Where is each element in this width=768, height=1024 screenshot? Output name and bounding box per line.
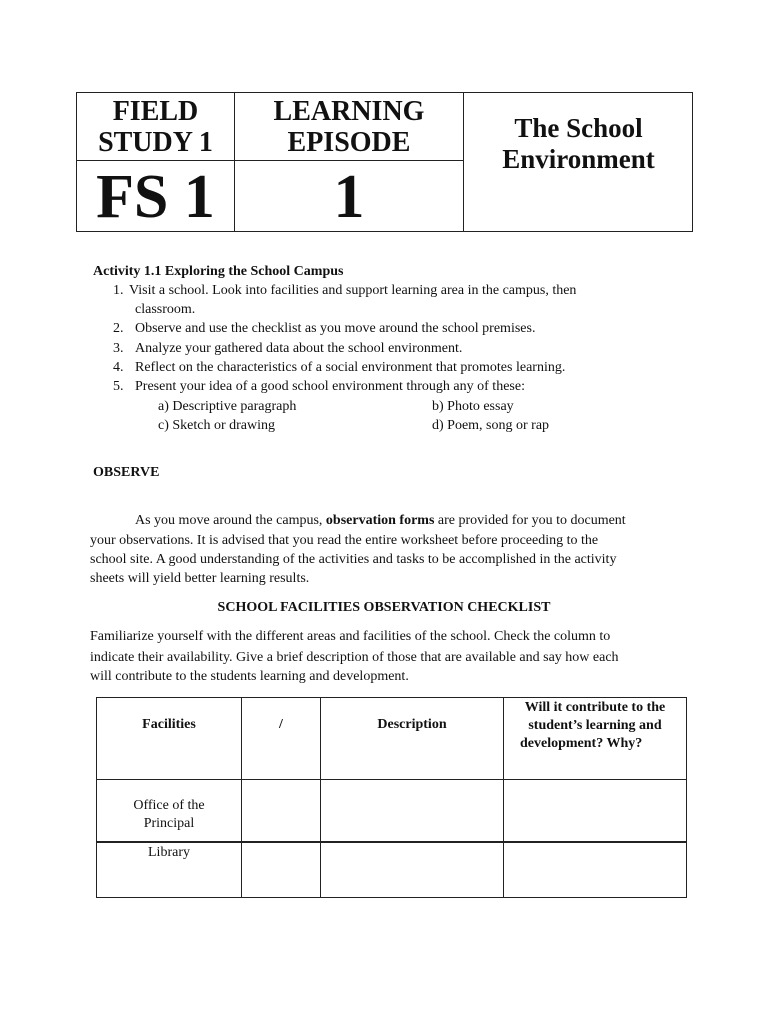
observe-paragraph-line: sheets will yield better learning results. (90, 571, 310, 586)
learning-episode-line2: EPISODE (287, 127, 411, 158)
title-line2: Environment (502, 144, 655, 174)
checklist-instructions-line: will contribute to the students learning and development. (90, 669, 409, 684)
observe-paragraph-line (135, 512, 626, 530)
observe-text: As you move around the campus, (135, 513, 326, 528)
episode-number: 1 (333, 163, 365, 231)
step-text: Analyze your gathered data about the school environment. (135, 341, 463, 356)
learning-episode-line1: LEARNING (273, 96, 425, 127)
step-text: Present your idea of a good school environment through any of these: (135, 379, 525, 394)
step-number: 1. (113, 283, 124, 298)
observe-emphasis: observation forms (325, 513, 435, 528)
header-box (76, 92, 693, 232)
field-study-label (77, 96, 234, 158)
observe-heading: OBSERVE (93, 465, 160, 480)
table-row-divider (97, 841, 686, 843)
contribution-header-line: Will it contribute to the (524, 700, 666, 715)
observe-paragraph-line: school site. A good understanding of the activities and tasks to be accomplished in the activity (90, 552, 617, 567)
checklist-title: SCHOOL FACILITIES OBSERVATION CHECKLIST (217, 600, 551, 615)
fs-code: FS 1 (96, 163, 215, 231)
column-header-description: Description (377, 717, 447, 732)
learning-episode-label (235, 96, 463, 158)
option-c: c) Sketch or drawing (158, 418, 276, 433)
step-text-continuation: classroom. (135, 302, 196, 317)
contribution-header-line: development? Why? (520, 736, 643, 751)
facility-name-line: Office of the (133, 798, 205, 813)
column-header-check: / (279, 717, 283, 732)
step-number: 5. (113, 379, 124, 394)
option-b: b) Photo essay (432, 399, 514, 414)
checklist-instructions-line: indicate their availability. Give a brief description of those that are available and say how each (90, 650, 619, 665)
title-line1: The School (514, 113, 643, 143)
observe-paragraph-line: your observations. It is advised that you read the entire worksheet before proceeding to the (90, 533, 599, 548)
step-number: 4. (113, 360, 124, 375)
contribution-header-line: student’s learning and (528, 718, 662, 733)
table-row-divider (97, 779, 686, 780)
step-text: Observe and use the checklist as you move around the school premises. (135, 321, 536, 336)
page-title (464, 113, 693, 175)
field-study-line2: STUDY 1 (98, 127, 213, 158)
step-text: Visit a school. Look into facilities and support learning area in the campus, then (129, 283, 577, 298)
observe-text: are provided for you to document (434, 513, 626, 528)
column-header-facilities: Facilities (142, 717, 196, 732)
option-a: a) Descriptive paragraph (158, 399, 297, 414)
facility-name-line: Principal (143, 816, 195, 831)
step-number: 2. (113, 321, 124, 336)
table-row-facility (97, 844, 241, 862)
step-text: Reflect on the characteristics of a social environment that promotes learning. (135, 360, 566, 375)
header-divider (77, 160, 464, 161)
column-header-contribution (504, 699, 686, 753)
field-study-line1: FIELD (112, 96, 199, 127)
table-row-facility (97, 797, 241, 833)
facility-name-line: Library (148, 845, 190, 860)
checklist-instructions-line: Familiarize yourself with the different areas and facilities of the school. Check the column to (90, 629, 611, 644)
step-number: 3. (113, 341, 124, 356)
activity-heading: Activity 1.1 Exploring the School Campus (93, 264, 344, 279)
option-d: d) Poem, song or rap (432, 418, 550, 433)
checklist-table (96, 697, 687, 898)
